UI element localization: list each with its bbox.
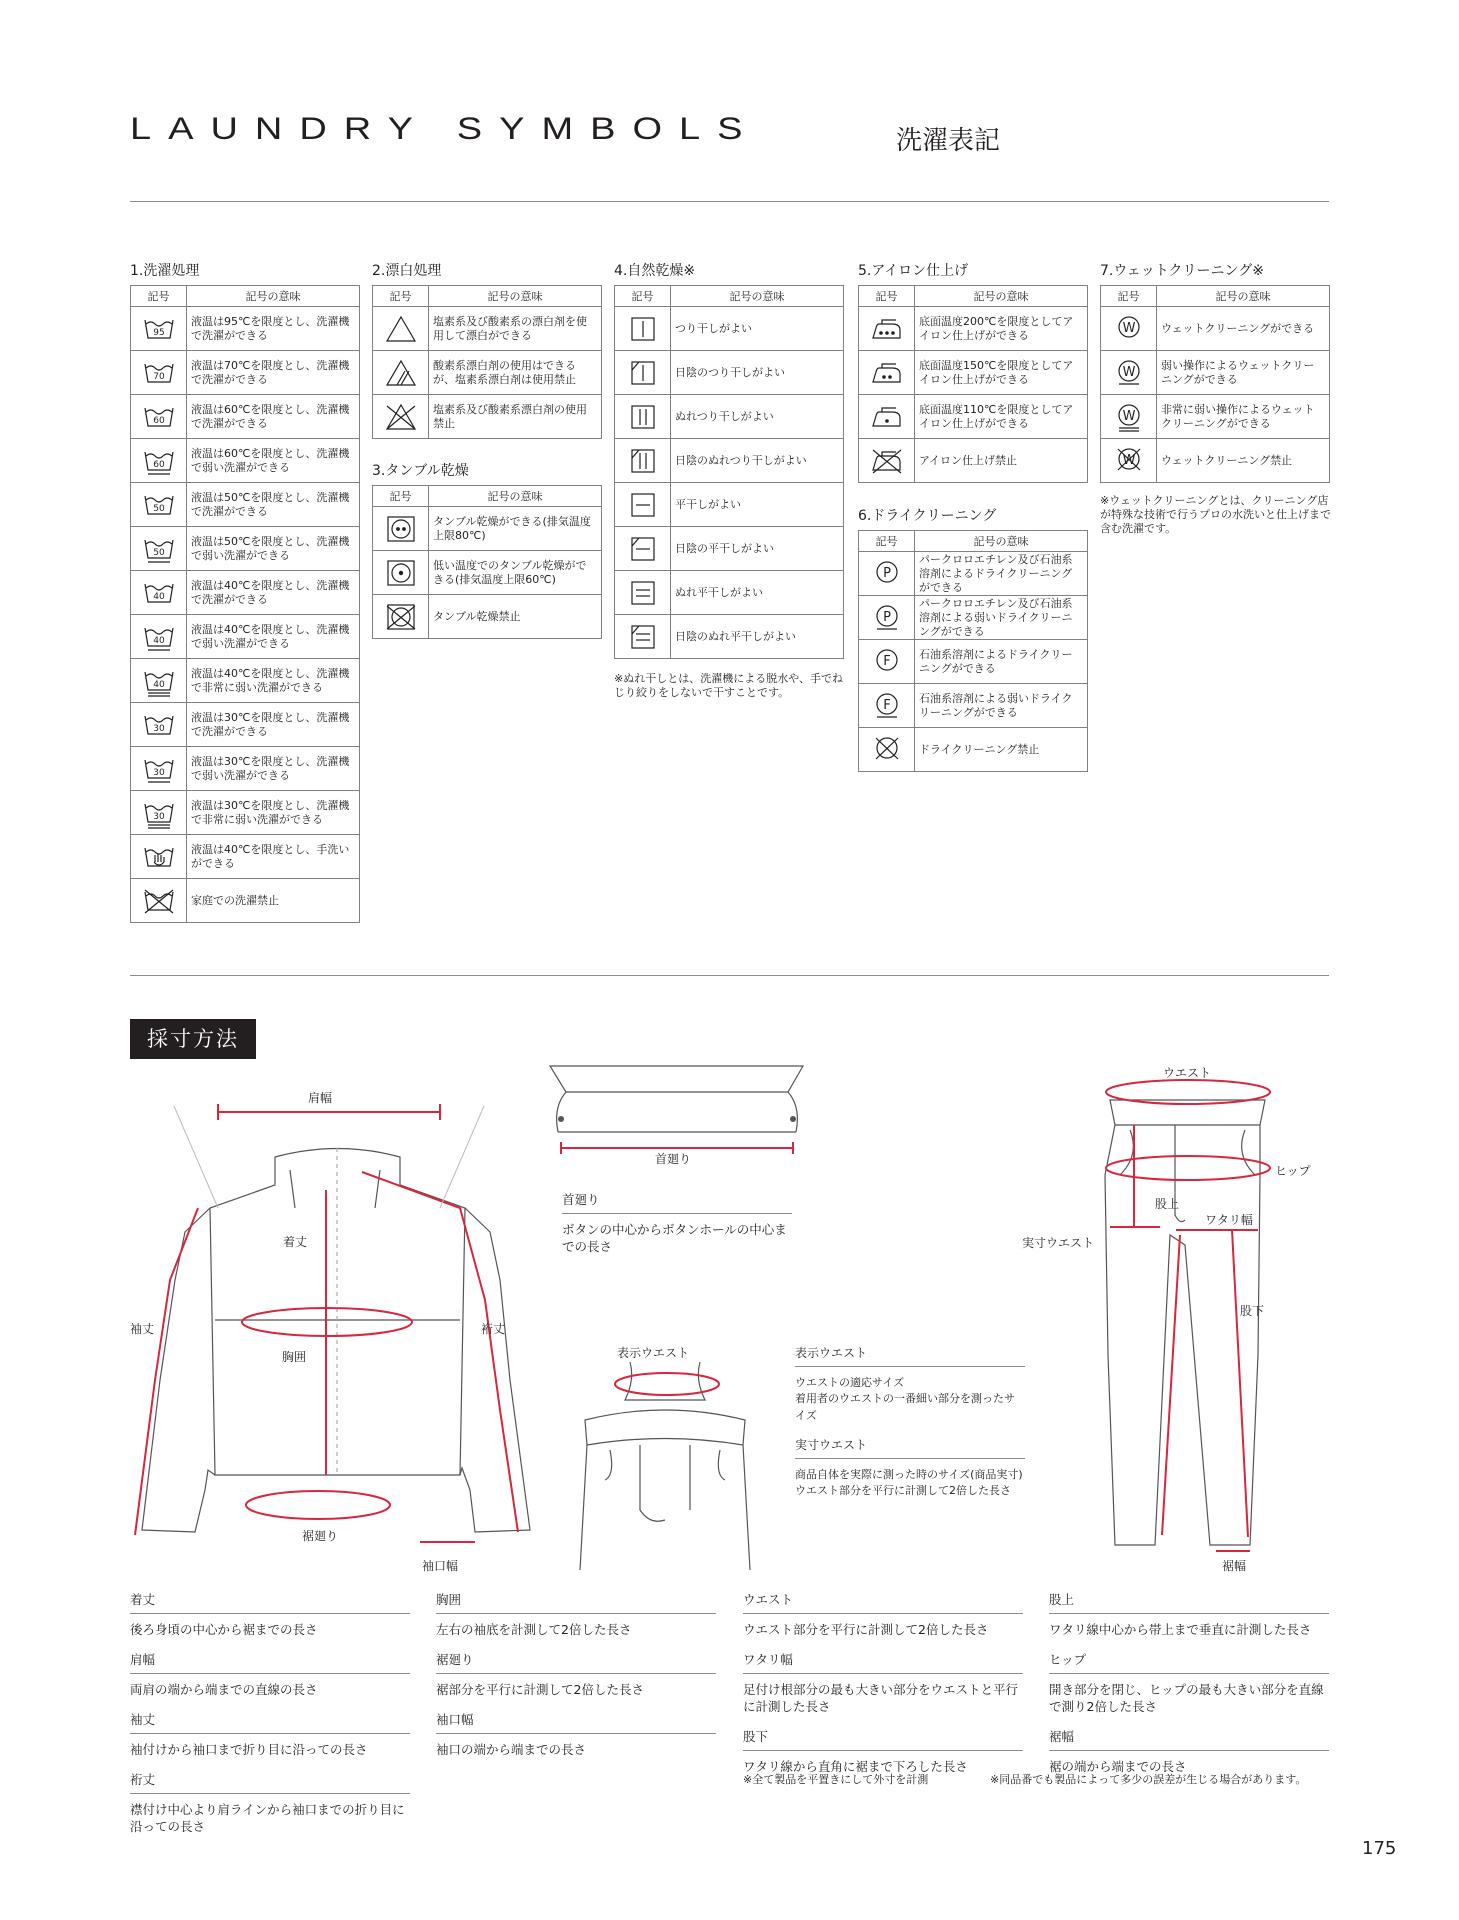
natural-row (615, 395, 844, 439)
washing-meaning: 液温は40℃を限度とし、洗濯機で洗濯ができる (187, 571, 360, 615)
definition-heading: ワタリ幅 (743, 1650, 1023, 1674)
dry-row (859, 728, 1088, 772)
definitions-column-3 (743, 1590, 1023, 1787)
washing-table (130, 285, 360, 923)
col-meaning: 記号の意味 (429, 286, 602, 307)
label-hip: ヒップ (1275, 1164, 1311, 1178)
natural-meaning: 日陰のぬれ平干しがよい (671, 615, 844, 659)
measure-badge: 採寸方法 (130, 1019, 256, 1059)
dry-meaning: パークロロエチレン及び石油系溶剤によるドライクリーニングができる (915, 552, 1088, 596)
natural-meaning: ぬれつり干しがよい (671, 395, 844, 439)
natural-meaning: ぬれ平干しがよい (671, 571, 844, 615)
bleach-meaning: 塩素系及び酸素系の漂白剤を使用して漂白ができる (429, 307, 602, 351)
washing-symbol-icon (131, 571, 187, 615)
bleach-row (373, 307, 602, 351)
waist-diagram (565, 1360, 765, 1570)
washing-row (131, 571, 360, 615)
svg-text:30: 30 (152, 767, 165, 778)
label-hem-width: 裾幅 (1222, 1559, 1247, 1573)
iron-symbol-icon (859, 395, 915, 439)
natural-row (615, 571, 844, 615)
col-meaning: 記号の意味 (915, 531, 1088, 552)
natural-row (615, 351, 844, 395)
washing-row (131, 835, 360, 879)
col-meaning: 記号の意味 (671, 286, 844, 307)
wet-meaning: 非常に弱い操作によるウェットクリーニングができる (1157, 395, 1330, 439)
tumble-row (373, 595, 602, 639)
svg-text:30: 30 (152, 811, 165, 822)
svg-text:W: W (1122, 452, 1135, 468)
definition-body: ワタリ線中心から帯上まで垂直に計測した長さ (1049, 1622, 1312, 1637)
tumble-table (372, 485, 602, 639)
wet-row (1101, 439, 1330, 483)
wet-row (1101, 351, 1330, 395)
washing-meaning: 液温は40℃を限度とし、洗濯機で非常に弱い洗濯ができる (187, 659, 360, 703)
washing-symbol-icon (131, 659, 187, 703)
washing-symbol-icon (131, 615, 187, 659)
label-sleeve: 袖丈 (130, 1322, 155, 1336)
natural-meaning: つり干しがよい (671, 307, 844, 351)
svg-text:70: 70 (152, 371, 165, 382)
wet-table (1100, 285, 1330, 483)
label-chest: 胸囲 (282, 1350, 307, 1364)
washing-meaning: 液温は70℃を限度とし、洗濯機で洗濯ができる (187, 351, 360, 395)
dry-row (859, 596, 1088, 640)
wet-meaning: 弱い操作によるウェットクリーニングができる (1157, 351, 1330, 395)
col-meaning: 記号の意味 (915, 286, 1088, 307)
definition-heading: 胸囲 (436, 1590, 716, 1614)
svg-text:F: F (882, 653, 891, 669)
dry-symbol-icon (859, 640, 915, 684)
waist-desc-display-heading: 表示ウエスト (795, 1344, 1025, 1367)
washing-symbol-icon (131, 527, 187, 571)
definition-heading: 袖丈 (130, 1710, 410, 1734)
natural-row (615, 483, 844, 527)
tumble-title: 3.タンブル乾燥 (372, 463, 469, 479)
bleach-symbol-icon (373, 351, 429, 395)
pants-diagram (1100, 1075, 1300, 1555)
washing-row (131, 483, 360, 527)
wet-row (1101, 395, 1330, 439)
washing-meaning: 液温は60℃を限度とし、洗濯機で洗濯ができる (187, 395, 360, 439)
washing-row (131, 395, 360, 439)
definition-heading: 股上 (1049, 1590, 1329, 1614)
washing-meaning: 液温は30℃を限度とし、洗濯機で非常に弱い洗濯ができる (187, 791, 360, 835)
definition-body: 裾部分を平行に計測して2倍した長さ (436, 1682, 644, 1697)
natural-row (615, 307, 844, 351)
definition-body: 襟付け中心より肩ラインから袖口までの折り目に沿っての長さ (130, 1802, 405, 1834)
svg-text:W: W (1122, 408, 1135, 424)
tumble-meaning: タンブル乾燥禁止 (429, 595, 602, 639)
label-real-waist: 実寸ウエスト (1022, 1236, 1095, 1250)
tumble-row (373, 507, 602, 551)
definition-body: 開き部分を閉じ、ヒップの最も大きい部分を直線で測り2倍した長さ (1049, 1682, 1324, 1714)
definitions-column-4 (1049, 1590, 1329, 1787)
col-meaning: 記号の意味 (429, 486, 602, 507)
svg-text:40: 40 (152, 591, 165, 602)
tumble-symbol-icon (373, 507, 429, 551)
washing-symbol-icon (131, 483, 187, 527)
definition-body: 両肩の端から端までの直線の長さ (130, 1682, 318, 1697)
washing-symbol-icon (131, 307, 187, 351)
bleach-table (372, 285, 602, 439)
washing-row (131, 307, 360, 351)
svg-text:95: 95 (152, 327, 165, 338)
svg-text:60: 60 (152, 459, 165, 470)
page-number: 175 (1362, 1838, 1397, 1859)
definition-heading: 袖口幅 (436, 1710, 716, 1734)
washing-row (131, 659, 360, 703)
dry-symbol-icon (859, 684, 915, 728)
section-divider (130, 975, 1329, 976)
washing-meaning: 液温は50℃を限度とし、洗濯機で弱い洗濯ができる (187, 527, 360, 571)
wet-row (1101, 307, 1330, 351)
natural-symbol-icon (615, 351, 671, 395)
natural-meaning: 日陰のつり干しがよい (671, 351, 844, 395)
washing-row (131, 703, 360, 747)
washing-meaning: 液温は60℃を限度とし、洗濯機で弱い洗濯ができる (187, 439, 360, 483)
washing-symbol-icon (131, 879, 187, 923)
washing-symbol-icon (131, 395, 187, 439)
washing-meaning: 液温は50℃を限度とし、洗濯機で洗濯ができる (187, 483, 360, 527)
washing-row (131, 527, 360, 571)
wet-note: ※ウェットクリーニングとは、クリーニング店が特殊な技術で行うプロの水洗いと仕上げまで含む洗濯です。 (1100, 494, 1331, 535)
waist-desc-display-b2: 着用者のウエストの一番細い部分を測ったサイズ (795, 1392, 1015, 1422)
washing-meaning: 液温は30℃を限度とし、洗濯機で洗濯ができる (187, 703, 360, 747)
definition-heading: ヒップ (1049, 1650, 1329, 1674)
svg-text:P: P (882, 609, 891, 625)
label-waist: ウエスト (1163, 1066, 1212, 1080)
bleach-row (373, 395, 602, 439)
col-symbol: 記号 (131, 286, 187, 307)
natural-note: ※ぬれ干しとは、洗濯機による脱水や、手でねじり絞りをしないで干すことです。 (614, 672, 843, 699)
definitions-column-1 (130, 1590, 410, 1847)
col-symbol: 記号 (1101, 286, 1157, 307)
waist-desc-real-b1: 商品自体を実際に測った時のサイズ(商品実寸) (795, 1468, 1023, 1481)
definition-body: ワタリ線から直角に裾まで下ろした長さ (743, 1759, 968, 1774)
label-inseam: 股下 (1240, 1304, 1265, 1318)
washing-symbol-icon (131, 351, 187, 395)
dry-row (859, 684, 1088, 728)
washing-row (131, 747, 360, 791)
header-divider (130, 201, 1329, 202)
label-length: 着丈 (283, 1235, 308, 1249)
neck-desc-body: ボタンの中心からボタンホールの中心までの長さ (562, 1222, 787, 1254)
waist-desc-real-heading: 実寸ウエスト (795, 1436, 1025, 1459)
natural-symbol-icon (615, 483, 671, 527)
svg-text:P: P (882, 565, 891, 581)
washing-symbol-icon (131, 835, 187, 879)
waist-desc (795, 1344, 1025, 1511)
svg-text:40: 40 (152, 635, 165, 646)
label-rise: 股上 (1155, 1197, 1180, 1211)
tumble-row (373, 551, 602, 595)
foot-note-2: ※同品番でも製品によって多少の誤差が生じる場合があります。 (990, 1773, 1307, 1786)
svg-text:60: 60 (152, 415, 165, 426)
bleach-title: 2.漂白処理 (372, 263, 442, 279)
iron-meaning: アイロン仕上げ禁止 (915, 439, 1088, 483)
bleach-symbol-icon (373, 307, 429, 351)
definition-body: 左右の袖底を計測して2倍した長さ (436, 1622, 632, 1637)
natural-symbol-icon (615, 571, 671, 615)
dry-meaning: 石油系溶剤による弱いドライクリーニングができる (915, 684, 1088, 728)
col-symbol: 記号 (615, 286, 671, 307)
wet-symbol-icon (1101, 395, 1157, 439)
svg-text:30: 30 (152, 723, 165, 734)
natural-row (615, 527, 844, 571)
dry-title: 6.ドライクリーニング (858, 508, 997, 524)
definition-body: 後ろ身頃の中心から裾までの長さ (130, 1622, 318, 1637)
col-symbol: 記号 (859, 286, 915, 307)
natural-meaning: 平干しがよい (671, 483, 844, 527)
svg-text:F: F (882, 697, 891, 713)
page-title-jp: 洗濯表記 (896, 126, 1001, 156)
definition-heading: 肩幅 (130, 1650, 410, 1674)
washing-symbol-icon (131, 703, 187, 747)
natural-symbol-icon (615, 615, 671, 659)
foot-note-1: ※全て製品を平置きにして外寸を計測 (743, 1773, 929, 1786)
dry-symbol-icon (859, 596, 915, 640)
washing-row (131, 879, 360, 923)
natural-symbol-icon (615, 527, 671, 571)
iron-row (859, 439, 1088, 483)
washing-row (131, 791, 360, 835)
definition-body: ウエスト部分を平行に計測して2倍した長さ (743, 1622, 989, 1637)
svg-text:40: 40 (152, 679, 165, 690)
jacket-diagram (130, 1080, 520, 1540)
svg-text:50: 50 (152, 547, 165, 558)
iron-meaning: 底面温度200℃を限度としてアイロン仕上げができる (915, 307, 1088, 351)
dry-meaning: 石油系溶剤によるドライクリーニングができる (915, 640, 1088, 684)
natural-symbol-icon (615, 439, 671, 483)
definition-body: 袖口の端から端までの長さ (436, 1742, 587, 1757)
iron-meaning: 底面温度110℃を限度としてアイロン仕上げができる (915, 395, 1088, 439)
wet-meaning: ウェットクリーニングができる (1157, 307, 1330, 351)
definition-heading: ウエスト (743, 1590, 1023, 1614)
washing-row (131, 439, 360, 483)
bleach-row (373, 351, 602, 395)
dry-table (858, 530, 1088, 772)
dry-row (859, 552, 1088, 596)
washing-symbol-icon (131, 791, 187, 835)
neck-desc (562, 1190, 792, 1267)
label-hem: 裾廻り (302, 1529, 339, 1543)
natural-row (615, 615, 844, 659)
definition-heading: 裄丈 (130, 1770, 410, 1794)
wet-meaning: ウェットクリーニング禁止 (1157, 439, 1330, 483)
iron-row (859, 307, 1088, 351)
label-neck: 首廻り (655, 1152, 692, 1166)
washing-meaning: 液温は95℃を限度とし、洗濯機で洗濯ができる (187, 307, 360, 351)
definition-body: 足付け根部分の最も大きい部分をウエストと平行に計測した長さ (743, 1682, 1019, 1714)
bleach-symbol-icon (373, 395, 429, 439)
dry-meaning: パークロロエチレン及び石油系溶剤による弱いドライクリーニングができる (915, 596, 1088, 640)
dry-symbol-icon (859, 728, 915, 772)
natural-meaning: 日陰のぬれつり干しがよい (671, 439, 844, 483)
washing-meaning: 家庭での洗濯禁止 (187, 879, 360, 923)
col-meaning: 記号の意味 (1157, 286, 1330, 307)
washing-meaning: 液温は40℃を限度とし、手洗いができる (187, 835, 360, 879)
definition-heading: 股下 (743, 1727, 1023, 1751)
natural-table (614, 285, 844, 659)
tumble-meaning: タンブル乾燥ができる(排気温度上限80℃) (429, 507, 602, 551)
col-symbol: 記号 (859, 531, 915, 552)
label-waist-display: 表示ウエスト (617, 1346, 690, 1360)
iron-symbol-icon (859, 439, 915, 483)
wet-title: 7.ウェットクリーニング※ (1100, 263, 1264, 279)
definition-body: 袖付けから袖口まで折り目に沿っての長さ (130, 1742, 368, 1757)
label-yuki: 裄丈 (481, 1322, 506, 1336)
washing-row (131, 615, 360, 659)
col-meaning: 記号の意味 (187, 286, 360, 307)
natural-meaning: 日陰の平干しがよい (671, 527, 844, 571)
svg-text:50: 50 (152, 503, 165, 514)
label-cuff: 袖口幅 (422, 1559, 459, 1573)
iron-row (859, 395, 1088, 439)
label-thigh: ワタリ幅 (1205, 1213, 1253, 1227)
iron-meaning: 底面温度150℃を限度としてアイロン仕上げができる (915, 351, 1088, 395)
bleach-meaning: 酸素系漂白剤の使用はできるが、塩素系漂白剤は使用禁止 (429, 351, 602, 395)
wet-symbol-icon (1101, 439, 1157, 483)
washing-symbol-icon (131, 747, 187, 791)
svg-text:W: W (1122, 320, 1135, 336)
iron-symbol-icon (859, 351, 915, 395)
definition-heading: 裾廻り (436, 1650, 716, 1674)
definition-heading: 裾幅 (1049, 1727, 1329, 1751)
natural-title: 4.自然乾燥※ (614, 263, 696, 279)
waist-desc-display-b1: ウエストの適応サイズ (795, 1376, 905, 1389)
col-symbol: 記号 (373, 286, 429, 307)
natural-symbol-icon (615, 307, 671, 351)
iron-table (858, 285, 1088, 483)
washing-meaning: 液温は40℃を限度とし、洗濯機で弱い洗濯ができる (187, 615, 360, 659)
dry-meaning: ドライクリーニング禁止 (915, 728, 1088, 772)
waist-desc-real-b2: ウエスト部分を平行に計測して2倍した長さ (795, 1484, 1011, 1497)
definitions-column-2 (436, 1590, 716, 1770)
svg-text:W: W (1122, 364, 1135, 380)
definition-body: 裾の端から端までの長さ (1049, 1759, 1187, 1774)
label-shoulder: 肩幅 (308, 1091, 333, 1105)
iron-symbol-icon (859, 307, 915, 351)
iron-row (859, 351, 1088, 395)
page-title-en: LAUNDRY SYMBOLS (130, 112, 760, 147)
natural-row (615, 439, 844, 483)
tumble-symbol-icon (373, 551, 429, 595)
natural-symbol-icon (615, 395, 671, 439)
washing-meaning: 液温は30℃を限度とし、洗濯機で弱い洗濯ができる (187, 747, 360, 791)
tumble-meaning: 低い温度でのタンブル乾燥ができる(排気温度上限60℃) (429, 551, 602, 595)
washing-row (131, 351, 360, 395)
wet-symbol-icon (1101, 351, 1157, 395)
washing-symbol-icon (131, 439, 187, 483)
wet-symbol-icon (1101, 307, 1157, 351)
tumble-symbol-icon (373, 595, 429, 639)
bleach-meaning: 塩素系及び酸素系漂白剤の使用禁止 (429, 395, 602, 439)
collar-diagram (548, 1062, 808, 1152)
neck-desc-heading: 首廻り (562, 1190, 792, 1214)
col-symbol: 記号 (373, 486, 429, 507)
definition-heading: 着丈 (130, 1590, 410, 1614)
dry-row (859, 640, 1088, 684)
iron-title: 5.アイロン仕上げ (858, 263, 969, 279)
dry-symbol-icon (859, 552, 915, 596)
washing-title: 1.洗濯処理 (130, 263, 200, 279)
